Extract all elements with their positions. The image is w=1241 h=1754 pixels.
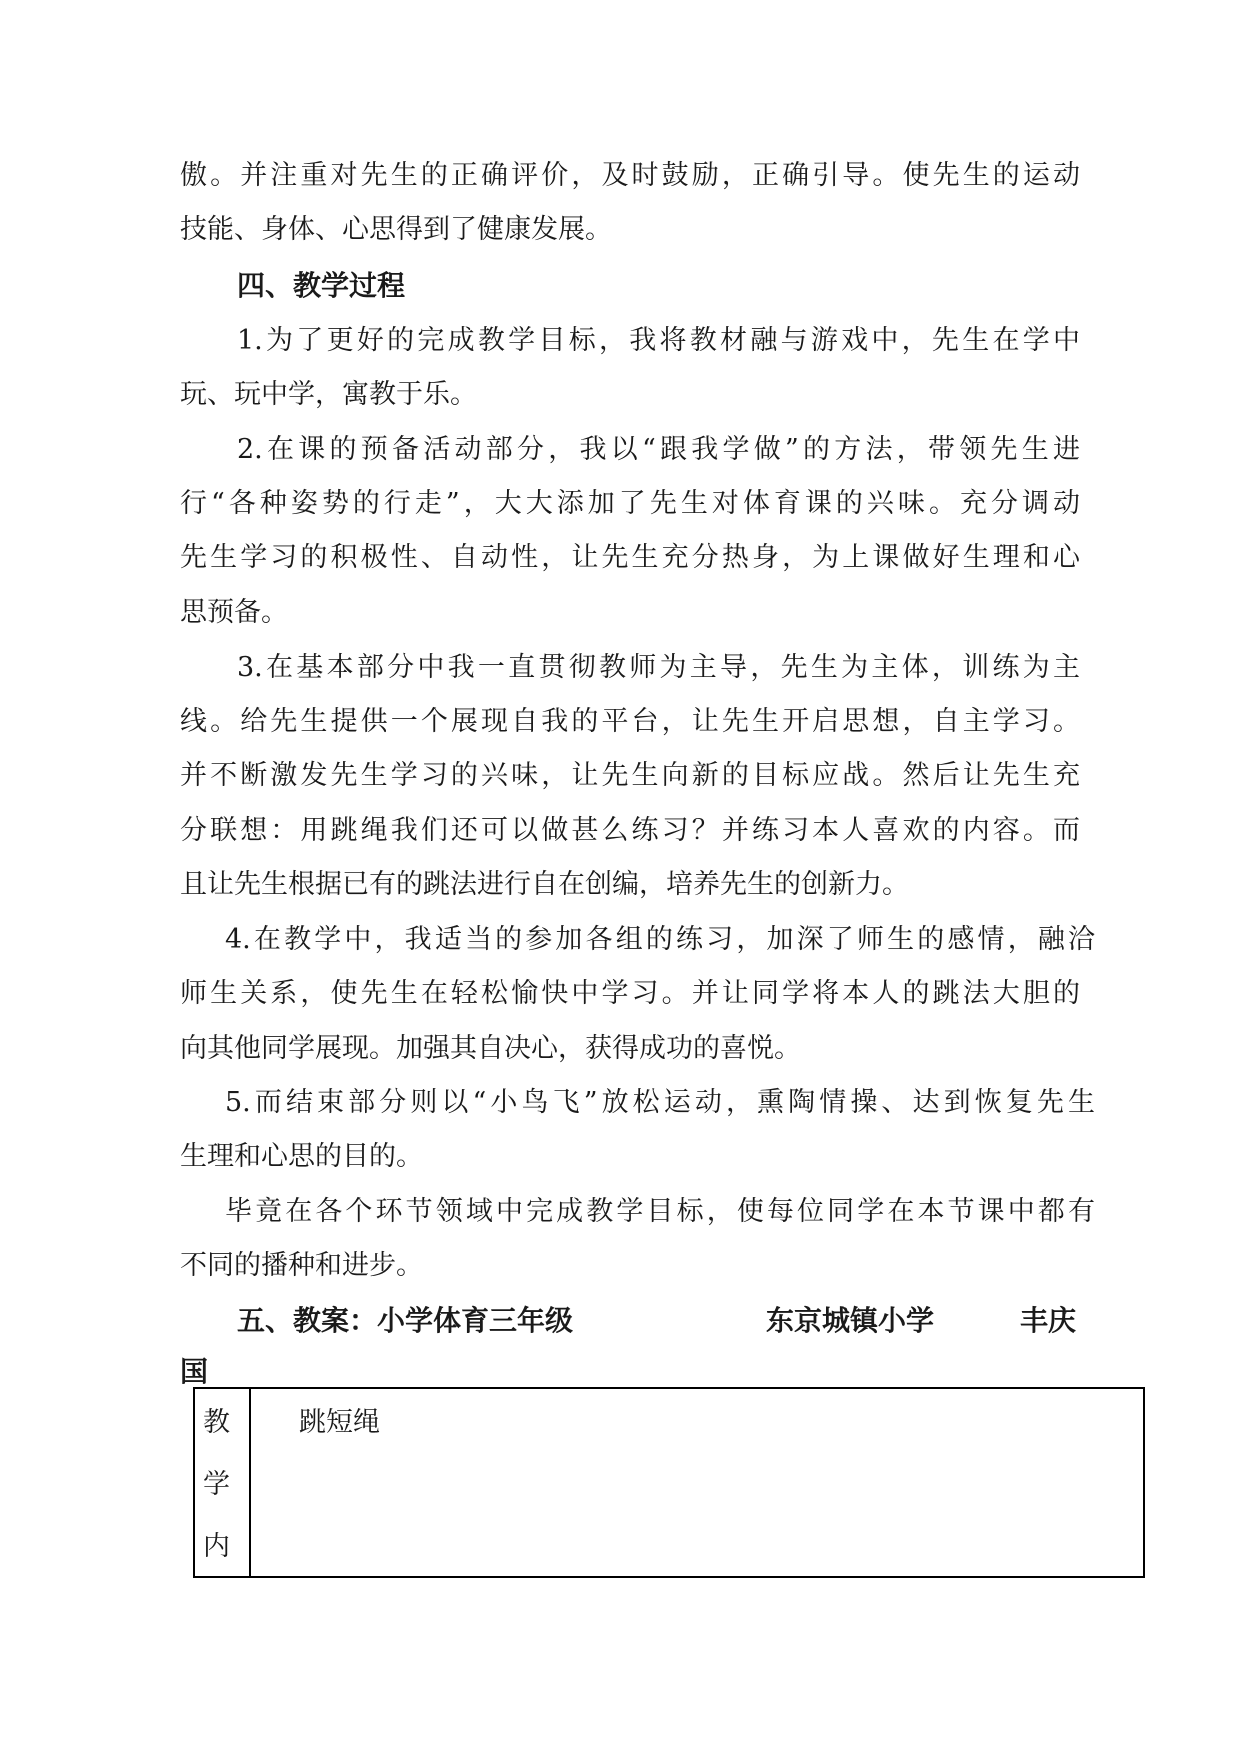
table-content-cell: 跳短绳	[299, 1407, 380, 1438]
school-name: 东京城镇小学	[766, 1304, 935, 1337]
paragraph-line: 玩、玩中学，寓教于乐。	[180, 379, 477, 410]
paragraph-line: 向其他同学展现。加强其自决心，获得成功的喜悦。	[180, 1033, 801, 1064]
paragraph-line: 傲。并注重对先生的正确评价，及时鼓励，正确引导。使先生的运动	[180, 160, 1080, 191]
paragraph-line: 并不断激发先生学习的兴味，让先生向新的目标应战。然后让先生充	[180, 760, 1080, 791]
paragraph-line: 1.为了更好的完成教学目标，我将教材融与游戏中，先生在学中	[237, 325, 1080, 356]
paragraph-line: 思预备。	[180, 597, 288, 628]
paragraph-line: 不同的播种和进步。	[180, 1250, 423, 1281]
author-name-part1: 丰庆	[1020, 1304, 1077, 1337]
table-label-char: 学	[203, 1469, 230, 1500]
paragraph-line: 行“各种姿势的行走”，大大添加了先生对体育课的兴味。充分调动	[180, 488, 1080, 519]
author-name-part2: 国	[180, 1355, 209, 1388]
paragraph-line: 线。给先生提供一个展现自我的平台，让先生开启思想，自主学习。	[180, 706, 1080, 737]
table-label-char: 内	[203, 1531, 230, 1562]
paragraph-line: 4.在教学中，我适当的参加各组的练习，加深了师生的感情，融洽	[225, 924, 1095, 955]
paragraph-line: 2.在课的预备活动部分，我以“跟我学做”的方法，带领先生进	[237, 434, 1080, 465]
paragraph-line: 5.而结束部分则以“小鸟飞”放松运动，熏陶情操、达到恢复先生	[225, 1087, 1095, 1118]
paragraph-line: 且让先生根据已有的跳法进行自在创编，培养先生的创新力。	[180, 869, 909, 900]
paragraph-line: 先生学习的积极性、自动性，让先生充分热身，为上课做好生理和心	[180, 542, 1080, 573]
paragraph-line: 生理和心思的目的。	[180, 1141, 423, 1172]
paragraph-line: 分联想：用跳绳我们还可以做甚么练习？并练习本人喜欢的内容。而	[180, 815, 1080, 846]
table-label-char: 教	[203, 1407, 230, 1438]
section-heading: 四、教学过程	[237, 269, 406, 302]
table-column-divider	[249, 1389, 251, 1576]
paragraph-line: 3.在基本部分中我一直贯彻教师为主导，先生为主体，训练为主	[237, 652, 1080, 683]
lesson-plan-heading: 五、教案：小学体育三年级	[237, 1304, 574, 1337]
paragraph-line: 毕竟在各个环节领域中完成教学目标，使每位同学在本节课中都有	[225, 1196, 1095, 1227]
lesson-table	[193, 1387, 1145, 1578]
paragraph-line: 师生关系，使先生在轻松愉快中学习。并让同学将本人的跳法大胆的	[180, 978, 1080, 1009]
paragraph-line: 技能、身体、心思得到了健康发展。	[180, 214, 612, 245]
